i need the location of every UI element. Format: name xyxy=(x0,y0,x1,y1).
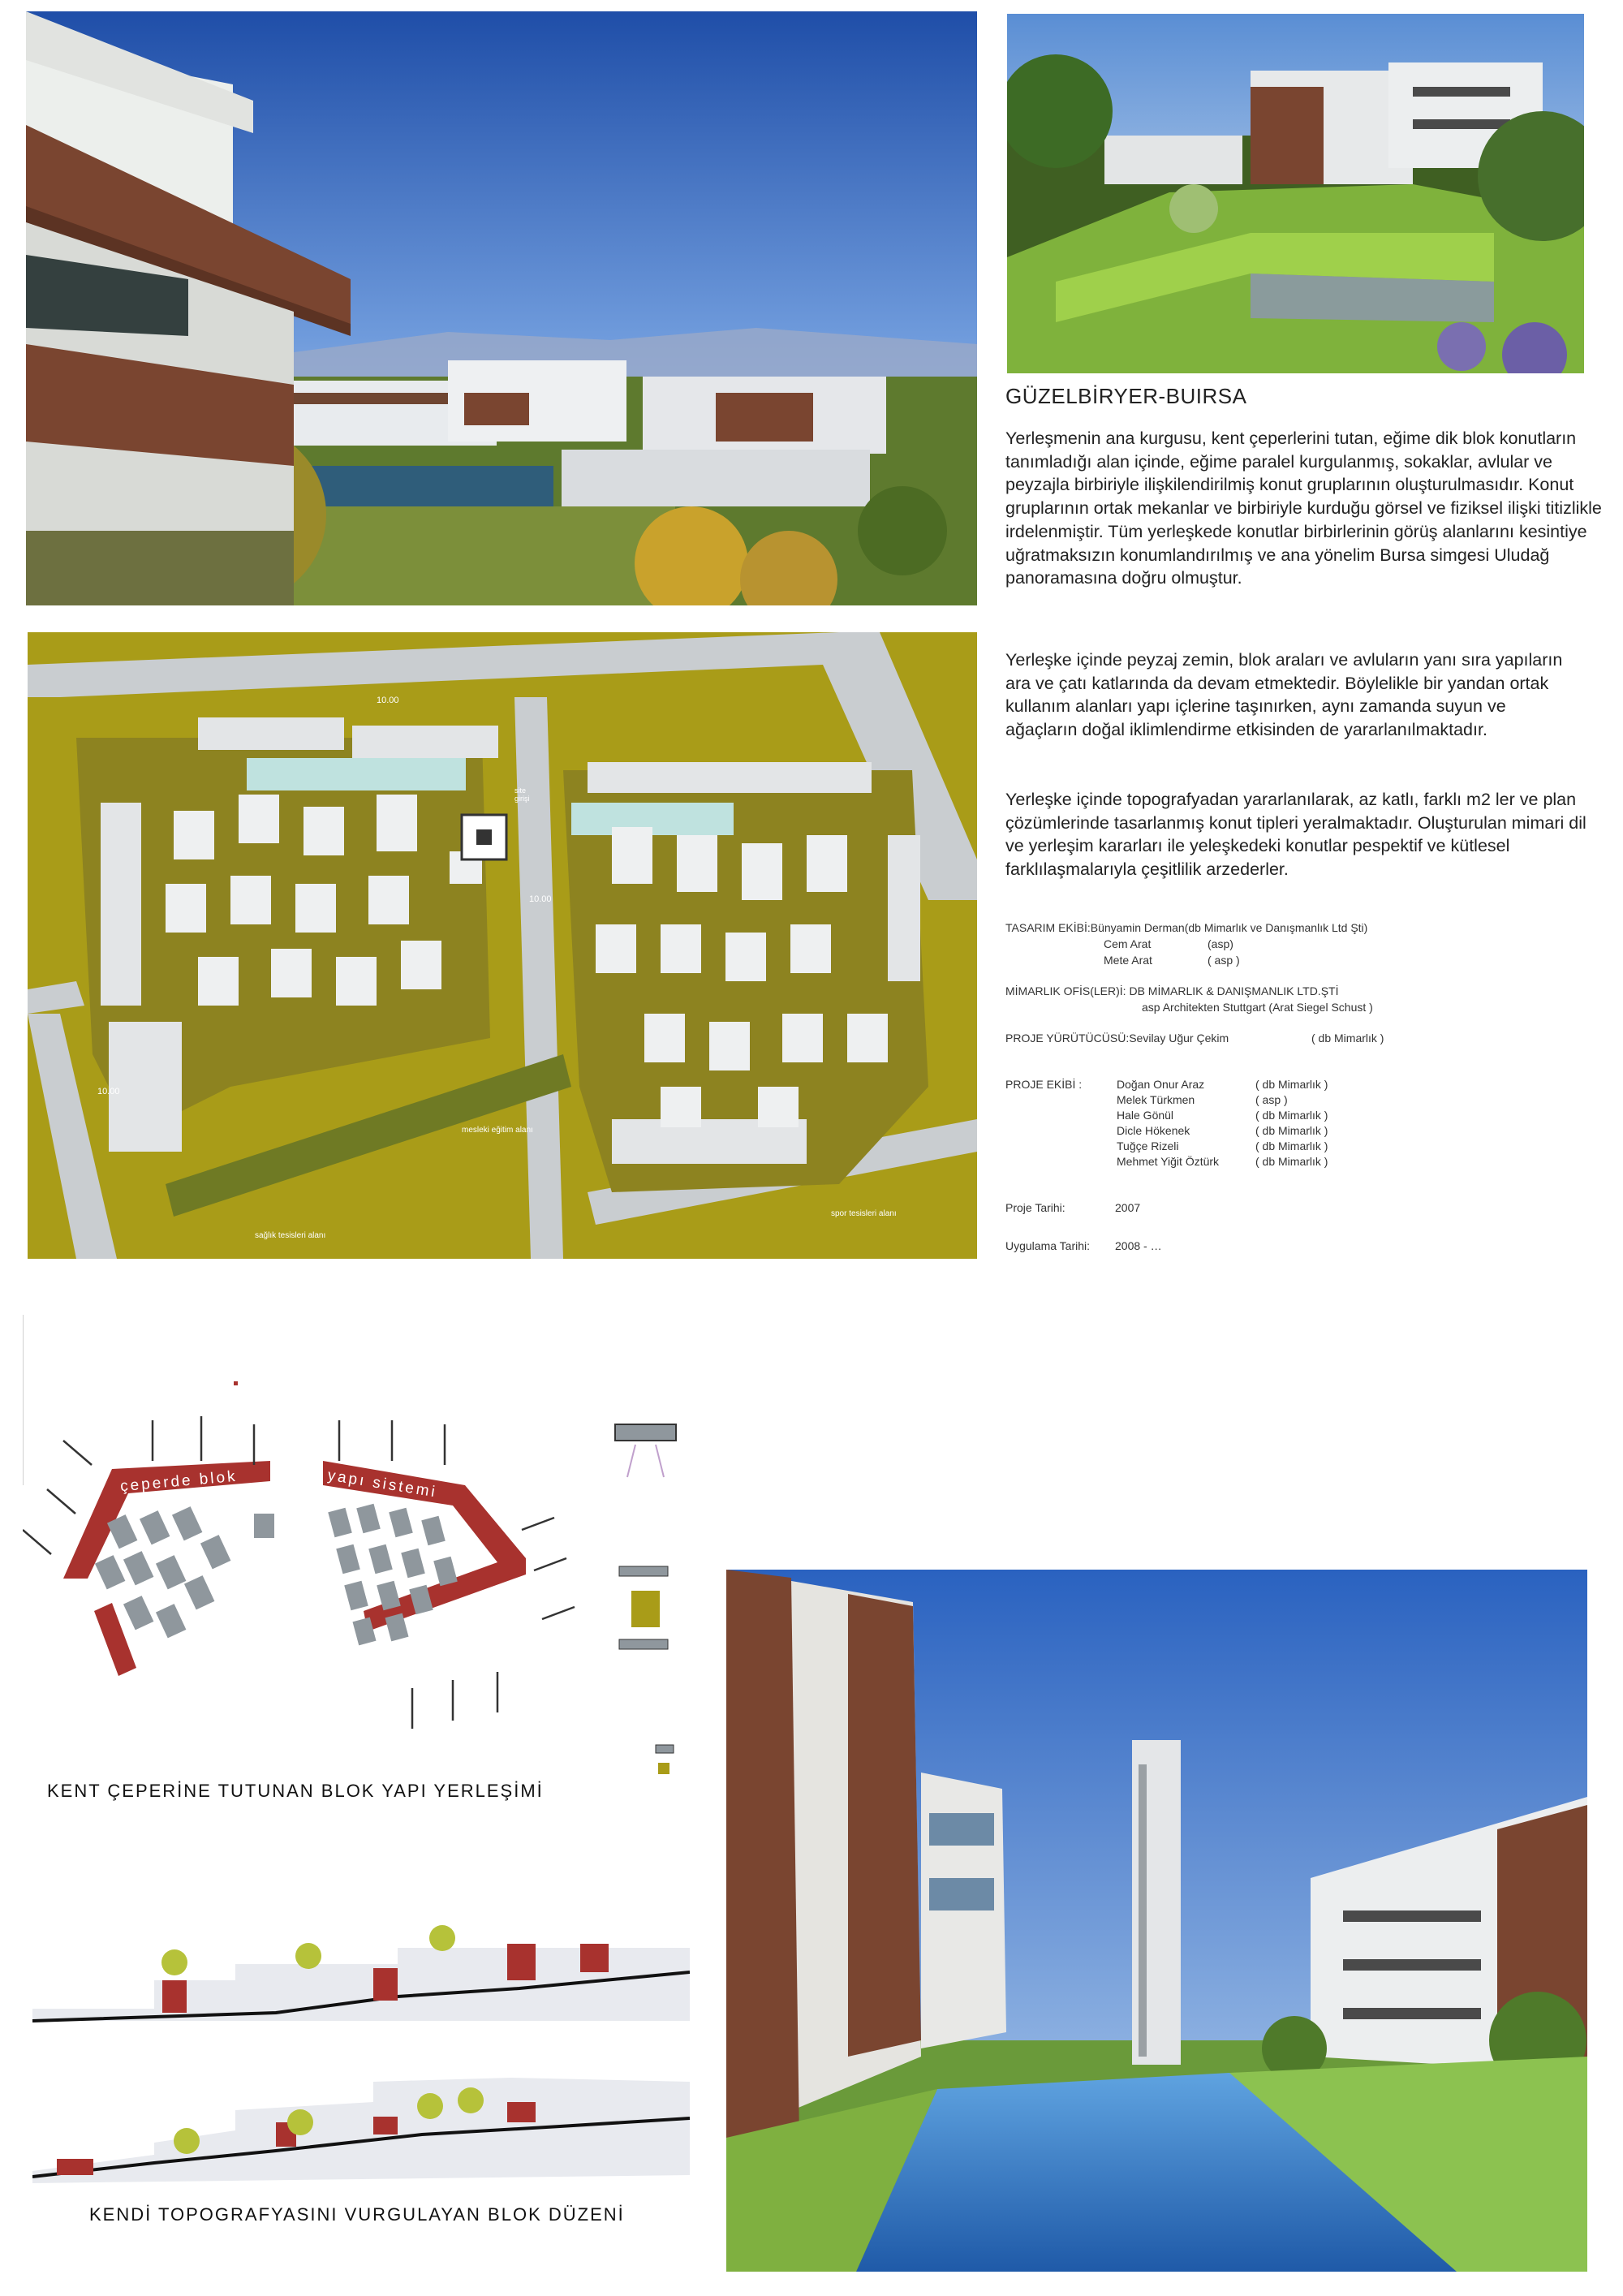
block-placement-diagram xyxy=(23,1315,737,1786)
credits-block xyxy=(1005,920,1590,1261)
plan-dimension-label: 10.00 xyxy=(529,894,552,904)
design-team-member: Cem Arat xyxy=(1104,937,1152,950)
right-block-label: yapı sistemi xyxy=(326,1467,439,1501)
caption-block-placement: KENT ÇEPERİNE TUTUNAN BLOK YAPI YERLEŞİMİ xyxy=(47,1781,544,1801)
landscape-render-photo xyxy=(1007,14,1584,373)
education-area-label: mesleki eğitim alanı xyxy=(462,1126,533,1135)
manager-label: PROJE YÜRÜTÜCÜSÜ: xyxy=(1005,1032,1130,1045)
team-member: Melek Türkmen xyxy=(1117,1093,1195,1106)
date-label: Proje Tarihi: xyxy=(1005,1201,1065,1214)
design-team-org: ( asp ) xyxy=(1208,954,1240,967)
description-paragraph-2: Yerleşke içinde peyzaj zemin, blok araları ve avluların yanı sıra yapıların ara ve çatı katlarında da devam etmektedir. Böylelikle bir yandan ortak kullanım alanları yapı içlerine taşınırken, aynı zamanda suyun ve ağaçların doğal iklimlendirme etkisinden de yararlanılmaktadır. xyxy=(1005,650,1563,740)
design-team-label: TASARIM EKİBİ: xyxy=(1005,921,1091,934)
team-member: Tuğçe Rizeli xyxy=(1117,1139,1179,1152)
plan-dimension-label: 10.00 xyxy=(377,696,399,705)
caption-topography: KENDİ TOPOGRAFYASINI VURGULAYAN BLOK DÜZENİ xyxy=(89,2204,625,2225)
office-name: DB MİMARLIK & DANIŞMANLIK LTD.ŞTİ xyxy=(1129,984,1339,997)
sports-area-label: spor tesisleri alanı xyxy=(831,1209,897,1218)
health-area-label: sağlık tesisleri alanı xyxy=(255,1231,326,1240)
site-entry-label: site girişi xyxy=(514,786,530,803)
description-paragraph-3: Yerleşke içinde topografyadan yararlanılarak, az katlı, farklı m2 ler ve plan çözümlerinde tasarlanmış konut tipleri yeralmaktadır. Oluşturulan mimari dil ve yerleşim kararları ile yeleşkedeki konutlar pespektif ve kütlesel farklılaşmalarıyla çeşitlilik arzederler. xyxy=(1005,790,1586,880)
office-label: MİMARLIK OFİS(LER)İ: xyxy=(1005,984,1126,997)
team-org: ( db Mimarlık ) xyxy=(1255,1139,1328,1152)
plan-dimension-label: 10.00 xyxy=(97,1087,120,1096)
office-name: asp Architekten Stuttgart (Arat Siegel Schust ) xyxy=(1142,1001,1373,1014)
team-org: ( db Mimarlık ) xyxy=(1255,1109,1328,1122)
team-member: Dicle Hökenek xyxy=(1117,1124,1190,1137)
left-block-label: çeperde blok xyxy=(119,1467,239,1496)
manager-name: Sevilay Uğur Çekim xyxy=(1129,1032,1229,1045)
team-org: ( db Mimarlık ) xyxy=(1255,1078,1328,1091)
design-team-member: Bünyamin Derman(db Mimarlık ve Danışmanlık Ltd Şti) xyxy=(1090,921,1368,934)
team-label: PROJE EKİBİ : xyxy=(1005,1078,1083,1091)
site-plan xyxy=(28,632,977,1259)
team-org: ( db Mimarlık ) xyxy=(1255,1155,1328,1168)
courtyard-render-photo xyxy=(726,1570,1587,2272)
design-team-member: Mete Arat xyxy=(1104,954,1152,967)
topography-sections xyxy=(32,1915,690,2191)
team-member: Doğan Onur Araz xyxy=(1117,1078,1205,1091)
impl-date-value: 2008 - … xyxy=(1115,1239,1162,1252)
date-value: 2007 xyxy=(1115,1201,1141,1214)
team-member: Hale Gönül xyxy=(1117,1109,1174,1122)
impl-date-label: Uygulama Tarihi: xyxy=(1005,1239,1091,1252)
description-paragraph-1: Yerleşmenin ana kurgusu, kent çeperlerini tutan, eğime dik blok konutların tanımladığı alan içinde, eğime paralel kurgulanmış, sokaklar, avlular ve peyzajla birbiriyle ilişkilendirilmiş konut gruplarının oluşturulmasıdır. Konut gruplarının ortak mekanlar ve birbiriyle kurduğu görsel ve fiziksel ilişki titizlikle irdelenmiştir. Tüm yerleşkede konutlar birbirlerinin görüş alanlarını kesintiye uğratmaksızın konumlandırılmış ve ana yönelim Bursa simgesi Uludağ panoramasına doğru olmuştur. xyxy=(1005,429,1602,588)
hero-render-photo xyxy=(26,11,977,605)
team-member: Mehmet Yiğit Öztürk xyxy=(1117,1155,1220,1168)
manager-org: ( db Mimarlık ) xyxy=(1311,1032,1384,1045)
team-org: ( db Mimarlık ) xyxy=(1255,1124,1328,1137)
team-org: ( asp ) xyxy=(1255,1093,1288,1106)
project-title: GÜZELBİRYER-BUIRSA xyxy=(1005,384,1247,408)
design-team-org: (asp) xyxy=(1208,937,1233,950)
